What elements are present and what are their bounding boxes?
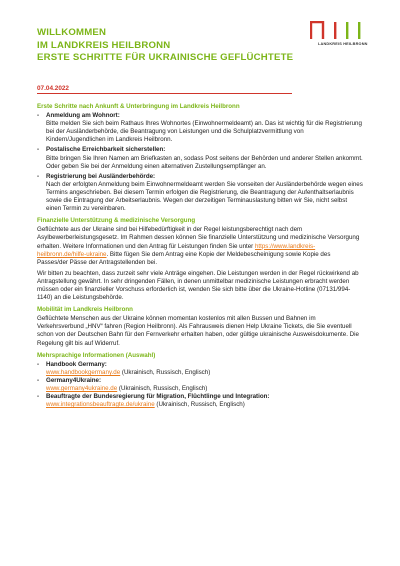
title-line-1: WILLKOMMEN [37,27,107,38]
list-dash: - [37,172,40,180]
list-item-title: Germany4Ukraine: [46,376,102,384]
financial-support-paragraph [37,226,363,266]
financial-support-note: Wir bitten zu beachten, dass zurzeit sehr viele Anträge eingehen. Die Leistungen werden in der Regel rückwirkend ab Antragstellung gewährt. In sehr dringenden Fällen, in denen unmittelbar medizinische Leistungen erbracht werden müssen oder ein finanzieller Vorschuss erforderlich ist, wenden Sie sich bitte über die Ukraine-Hotline (07131/994-1140) an die Leistungsbehörde. [37,269,359,302]
section-heading-first-steps: Erste Schritte nach Ankunft & Unterbringung im Landkreis Heilbronn [37,103,240,110]
list-item-languages: (Ukrainisch, Russisch, Englisch) [154,401,245,409]
list-dash: - [37,393,40,401]
document-header [37,27,307,65]
list-item [37,377,363,393]
list-item-body: Bitte melden Sie sich beim Rathaus Ihres Wohnortes (Einwohnermeldeamt) an. Das ist wichtig für die Registrierung bei der Ausländerbehörde, die Beantragung von Leistungen und die Schulplatzvermittlung von Kindern/Jugendlichen im Landkreis Heilbronn. [46,120,362,144]
logo-text: LANDKREIS HEILBRONN [318,42,368,46]
first-steps-list [37,112,363,213]
hilfe-ukraine-link[interactable]: https://www.landkreis-heilbronn.de/hilfe-ukraine [37,242,316,258]
list-item-title: Handbook Germany: [46,360,107,368]
list-item [37,173,363,213]
handbook-germany-link[interactable]: www.handbookgermany.de [46,368,121,376]
list-item-body: Bitte bringen Sie Ihren Namen am Briefkasten an, sodass Post seitens der Behörden und anderer Stellen ankommt. Oder geben Sie bei der Anmeldung einen alternativen Zustellungsempfänger an. [46,154,363,170]
list-item [37,146,363,170]
section-heading-multilingual-info: Mehrsprachige Informationen (Auswahl) [37,351,156,359]
date-divider [37,93,292,94]
info-links-list [37,361,363,410]
list-item-body: Nach der erfolgten Anmeldung beim Einwohnermeldeamt werden Sie vonseiten der Ausländerbehörde wegen eines Termins angeschrieben. Bei diesem Termin erfolgen die Registrierung, die Beantragung der Aufenthaltserlaubnis sowie die Eintragung der Arbeitserlaubnis. Wegen der derzeitigen Terminauslastung bitten wir Sie, nicht selbst einen Termin zu vereinbaren. [46,180,363,213]
text-span: Geflüchtete aus der Ukraine sind bei Hilfebedürftigkeit in der Regel leistungsberechtigt nach dem Asylbewerberleistungsgesetz. Im Rahmen dessen können Sie finanzielle Unterstützung und medizinische Versorgung erhalten. Weitere Informationen und den Antrag für Leistungen finden Sie unter [37,226,360,250]
logo-mark [310,21,370,40]
list-dash: - [37,146,40,154]
list-item [37,361,363,377]
integrationsbeauftragte-link[interactable]: www.integrationsbeauftragte.de/ukraine [46,401,155,409]
title-line-3: ERSTE SCHRITTE FÜR UKRAINISCHE GEFLÜCHTETE [37,52,294,63]
mobility-paragraph: Geflüchtete Menschen aus der Ukraine können momentan kostenlos mit allen Bussen und Bahnen im Verkehrsverbund „HNV“ fahren (Region Heilbronn). Als Fahrausweis dienen Help Ukraine Tickets, die Sie eventuell schon von der Deutschen Bahn für den Fernverkehr erhalten haben, oder gültige ukrainische Ausweisdokumente. Die Regelung gilt bis auf Widerruf. [37,315,359,347]
list-item-title: Anmeldung am Wohnort: [46,112,120,120]
section-heading-financial-support: Finanzielle Unterstützung & medizinische Versorgung [37,217,196,225]
list-dash: - [37,376,40,384]
title-line-2: IM LANDKREIS HEILBRONN [37,39,171,51]
list-item-languages: (Ukrainisch, Russisch, Englisch) [120,368,211,376]
document-body [37,99,363,409]
list-dash: - [37,112,40,120]
document-date: 07.04.2022 [37,85,69,92]
list-item-title: Postalische Erreichbarkeit sicherstellen: [46,146,166,154]
section-heading-mobility: Mobilität im Landkreis Heilbronn [37,306,133,314]
landkreis-logo [306,21,378,51]
germany4ukraine-link[interactable]: www.germany4ukraine.de [46,385,118,392]
list-item-languages: (Ukrainisch, Russisch, Englisch) [117,385,208,392]
text-span: . Bitte fügen Sie dem Antrag eine Kopie der Meldebescheinigung sowie Kopie des Passes/der Pässe der Antragstellenden bei. [37,250,331,266]
list-item-title: Beauftragte der Bundesregierung für Migration, Flüchtlinge und Integration: [46,393,270,401]
list-item [37,112,363,144]
list-dash: - [37,360,40,368]
list-item-title: Registrierung bei Ausländerbehörde: [46,172,156,180]
list-item [37,393,363,409]
